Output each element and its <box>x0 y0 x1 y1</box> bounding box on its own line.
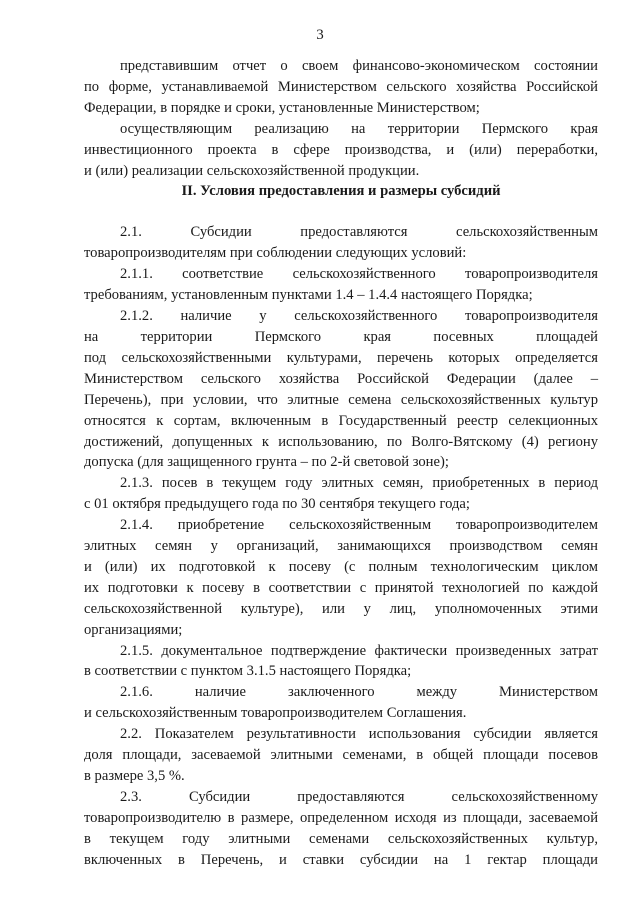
text-line: элитных семян у организаций, занимающихся производством семян <box>84 538 598 555</box>
text-line: в соответствии с пунктом 3.1.5 настоящего Порядка; <box>84 663 412 680</box>
paragraph-investment-project <box>84 119 598 182</box>
text-line: с 01 октября предыдущего года по 30 сентября текущего года; <box>84 496 470 513</box>
text-line: Федерации, в порядке и сроки, установленные Министерством; <box>84 99 480 116</box>
text-line: 2.1. Субсидии предоставляются сельскохозяйственным <box>120 224 598 241</box>
text-line: относятся к сортам, включенным в Государственный реестр селекционных <box>84 412 598 429</box>
text-line: и сельскохозяйственным товаропроизводителем Соглашения. <box>84 705 467 722</box>
text-line: доля площади, засеваемой элитными семенами, в общей площади посевов <box>84 747 598 764</box>
paragraph-2-1-6 <box>84 682 598 724</box>
document-body <box>84 56 598 871</box>
text-line: по форме, устанавливаемой Министерством сельского хозяйства Российской <box>84 78 598 95</box>
paragraph-report-form <box>84 56 598 119</box>
text-line: включенных в Перечень, и ставки субсидии на 1 гектар площади <box>84 851 598 868</box>
text-line: на территории Пермского края посевных площадей <box>84 328 598 345</box>
paragraph-2-3 <box>84 787 598 871</box>
text-line: 2.1.3. посев в текущем году элитных семян, приобретенных в период <box>120 475 598 492</box>
text-line: сельскохозяйственной культуре), или у лиц, уполномоченных этими <box>84 600 598 617</box>
paragraph-2-2 <box>84 724 598 787</box>
text-line: 2.1.5. документальное подтверждение фактически произведенных затрат <box>120 642 598 659</box>
paragraph-2-1-1 <box>84 264 598 306</box>
page-number: 3 <box>316 27 324 43</box>
text-line: инвестиционного проекта в сфере производства, и (или) переработки, <box>84 141 598 158</box>
paragraph-2-1-5 <box>84 641 598 683</box>
paragraph-2-1-2 <box>84 306 598 473</box>
section-heading: II. Условия предоставления и размеры субсидий <box>181 183 501 200</box>
text-line: Перечень), при условии, что элитные семена сельскохозяйственных культур <box>84 391 598 408</box>
text-line: в текущем году элитными семенами сельскохозяйственных культур, <box>84 830 598 847</box>
text-line: организациями; <box>84 621 183 638</box>
paragraph-2-1-4 <box>84 515 598 640</box>
text-line: 2.2. Показателем результативности использования субсидии является <box>120 726 598 743</box>
text-line: 2.1.2. наличие у сельскохозяйственного товаропроизводителя <box>120 308 598 325</box>
text-line: допуска (для защищенного грунта – по 2-й световой зоне); <box>84 454 449 471</box>
text-line: осуществляющим реализацию на территории Пермского края <box>120 120 598 137</box>
text-line: Министерством сельского хозяйства Российской Федерации (далее – <box>84 370 598 387</box>
text-line: их подготовки к посеву в соответствии с принятой технологией по каждой <box>84 579 598 596</box>
text-line: 2.3. Субсидии предоставляются сельскохозяйственному <box>120 788 598 805</box>
paragraph-2-1 <box>84 222 598 264</box>
text-line: 2.1.1. соответствие сельскохозяйственного товаропроизводителя <box>120 266 598 283</box>
text-line: требованиям, установленным пунктами 1.4 – 1.4.4 настоящего Порядка; <box>84 287 533 304</box>
text-line: и (или) реализации сельскохозяйственной продукции. <box>84 162 420 179</box>
text-line: товаропроизводителю в размере, определенном исходя из площади, засеваемой <box>84 809 598 826</box>
paragraph-2-1-3 <box>84 473 598 515</box>
text-line: представившим отчет о своем финансово-экономическом состоянии <box>120 58 598 74</box>
text-line: достижений, допущенных к использованию, по Волго-Вятскому (4) региону <box>84 433 598 450</box>
text-line: и (или) их подготовкой к посеву (с полным технологическим циклом <box>84 558 598 575</box>
text-line: под сельскохозяйственными культурами, перечень которых определяется <box>84 349 598 366</box>
text-line: 2.1.4. приобретение сельскохозяйственным товаропроизводителем <box>120 517 598 534</box>
text-line: в размере 3,5 %. <box>84 768 185 784</box>
text-line: товаропроизводителям при соблюдении следующих условий: <box>84 245 467 262</box>
text-line: 2.1.6. наличие заключенного между Министерством <box>120 684 598 701</box>
